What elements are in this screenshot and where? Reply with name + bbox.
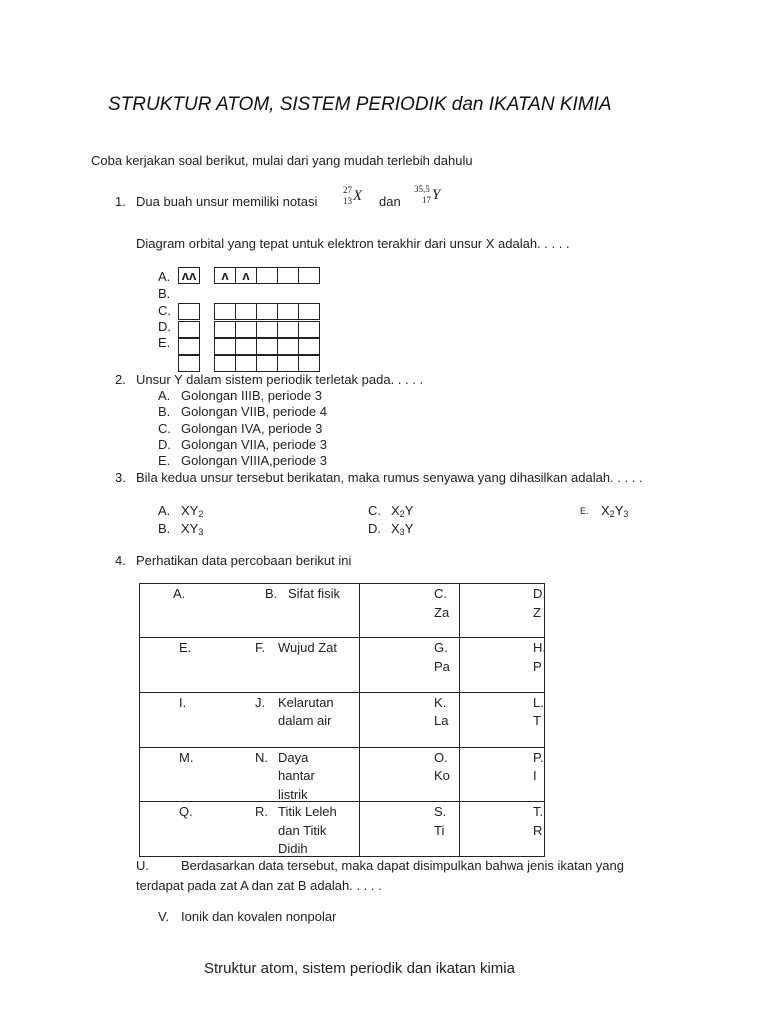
cell-text: Ko — [434, 768, 450, 783]
cell-text: listrik — [278, 787, 308, 802]
cell-label: A. — [173, 586, 186, 601]
orbital-p-box: ʌ — [235, 267, 257, 284]
q3-option-a-label: A. — [158, 503, 171, 518]
q2-text: Unsur Y dalam sistem periodik terletak pada. . . . . — [136, 372, 424, 387]
cell-text: P — [533, 659, 542, 674]
cell-text: Ti — [434, 823, 445, 838]
cell-text: I — [533, 768, 537, 783]
cell-text: hantar — [278, 768, 315, 783]
q2-option-label: E. — [158, 453, 171, 468]
cell-text: La — [434, 713, 449, 728]
q1-option-c: C. — [158, 303, 171, 318]
orbital-p-box — [298, 267, 320, 284]
q3-option-b-label: B. — [158, 521, 171, 536]
u-text-line-2: terdapat pada zat A dan zat B adalah. . . . . — [136, 878, 382, 893]
orbital-p-boxes — [214, 267, 320, 284]
v-label: V. — [158, 909, 170, 924]
orbital-s-box — [178, 303, 200, 320]
x-mass-number: 27 — [343, 185, 352, 195]
cell-label: Q. — [179, 804, 193, 819]
orbital-p-boxes — [214, 321, 320, 338]
q2-option-text: Golongan IVA, periode 3 — [181, 421, 323, 436]
cell-text: R — [533, 823, 543, 838]
q2-option-label: D. — [158, 437, 171, 452]
q2-option-label: C. — [158, 421, 171, 436]
y-mass-number: 35,5 — [414, 184, 430, 194]
cell-text: T — [533, 713, 541, 728]
orbital-p-box: ʌ — [214, 267, 236, 284]
cell-label: J. — [255, 695, 266, 710]
q4-text: Perhatikan data percobaan berikut ini — [136, 553, 352, 568]
q3-option-d-label: D. — [368, 521, 381, 536]
cell-text: dalam air — [278, 713, 332, 728]
cell-text: Titik Leleh — [278, 804, 337, 819]
orbital-p-box — [256, 267, 278, 284]
q3-option-e-formula: $X_2Y_3$ — [601, 503, 629, 519]
cell-text: Kelarutan — [278, 695, 334, 710]
intro-text: Coba kerjakan soal berikut, mulai dari yang mudah terlebih dahulu — [91, 153, 473, 168]
cell-text: Sifat fisik — [288, 586, 341, 601]
cell-label: P. — [533, 750, 544, 765]
page-title: STRUKTUR ATOM, SISTEM PERIODIK dan IKATAN KIMIA — [108, 94, 612, 115]
cell-label: G. — [434, 640, 448, 655]
orbital-p-boxes — [214, 303, 320, 320]
q1-text: Dua buah unsur memiliki notasi — [136, 194, 318, 209]
q2-option-text: Golongan VIIB, periode 4 — [181, 404, 327, 419]
cell-text: Didih — [278, 841, 308, 856]
cell-label: T. — [533, 804, 544, 819]
orbital-p-boxes — [214, 355, 320, 372]
q1-option-b: B. — [158, 286, 171, 301]
q2-option-text: Golongan VIIIA,periode 3 — [181, 453, 327, 468]
q1-option-d: D. — [158, 319, 171, 334]
y-atomic-number: 17 — [422, 195, 431, 205]
cell-label: E. — [179, 640, 192, 655]
q2-number: 2. — [115, 372, 126, 387]
cell-label: O. — [434, 750, 448, 765]
cell-label: M. — [179, 750, 194, 765]
q3-number: 3. — [115, 470, 126, 485]
x-atomic-number: 13 — [343, 196, 352, 206]
q2-option-label: B. — [158, 404, 171, 419]
cell-text: Z — [533, 605, 541, 620]
q3-option-b-formula: $XY_3$ — [181, 521, 204, 537]
cell-text: Pa — [434, 659, 450, 674]
cell-label: D. — [533, 586, 546, 601]
cell-text: Wujud Zat — [278, 640, 338, 655]
orbital-s-box — [178, 321, 200, 338]
q1-number: 1. — [115, 194, 126, 209]
orbital-p-boxes — [214, 338, 320, 355]
orbital-p-box — [277, 267, 299, 284]
q3-option-d-formula: $X_3Y$ — [391, 521, 414, 537]
q2-option-text: Golongan VIIA, periode 3 — [181, 437, 327, 452]
orbital-s-box — [178, 355, 200, 372]
q3-option-a-formula: $XY_2$ — [181, 503, 204, 519]
q3-option-c-label: C. — [368, 503, 381, 518]
cell-label: B. — [265, 586, 278, 601]
cell-label: N. — [255, 750, 268, 765]
q1-option-e: E. — [158, 335, 171, 350]
v-text: Ionik dan kovalen nonpolar — [181, 909, 337, 924]
q2-option-label: A. — [158, 388, 171, 403]
cell-text: Daya — [278, 750, 309, 765]
cell-text: dan Titik — [278, 823, 327, 838]
q1-option-a: A. — [158, 269, 171, 284]
q3-option-e-label: E. — [580, 506, 589, 516]
q3-option-c-formula: $X_2Y$ — [391, 503, 414, 519]
q3-text: Bila kedua unsur tersebut berikatan, maka rumus senyawa yang dihasilkan adalah. . . . . — [136, 470, 643, 485]
orbital-s-box: ʌʌ — [178, 267, 200, 284]
q4-number: 4. — [115, 553, 126, 568]
cell-label: R. — [255, 804, 268, 819]
orbital-s-box — [178, 338, 200, 355]
u-text-line-1: Berdasarkan data tersebut, maka dapat disimpulkan bahwa jenis ikatan yang — [181, 858, 624, 873]
cell-text: Za — [434, 605, 450, 620]
cell-label: H. — [533, 640, 546, 655]
cell-label: F. — [255, 640, 266, 655]
x-symbol: X — [353, 188, 363, 204]
y-symbol: Y — [432, 187, 441, 203]
q1-prompt: Diagram orbital yang tepat untuk elektron terakhir dari unsur X adalah. . . . . — [136, 236, 570, 251]
page-footer: Struktur atom, sistem periodik dan ikatan kimia — [204, 960, 515, 977]
cell-label: C. — [434, 586, 447, 601]
cell-label: L. — [533, 695, 544, 710]
cell-label: S. — [434, 804, 447, 819]
q1-dan: dan — [379, 194, 401, 209]
cell-label: I. — [179, 695, 187, 710]
q2-option-text: Golongan IIIB, periode 3 — [181, 388, 322, 403]
cell-label: K. — [434, 695, 447, 710]
u-label: U. — [136, 858, 149, 873]
